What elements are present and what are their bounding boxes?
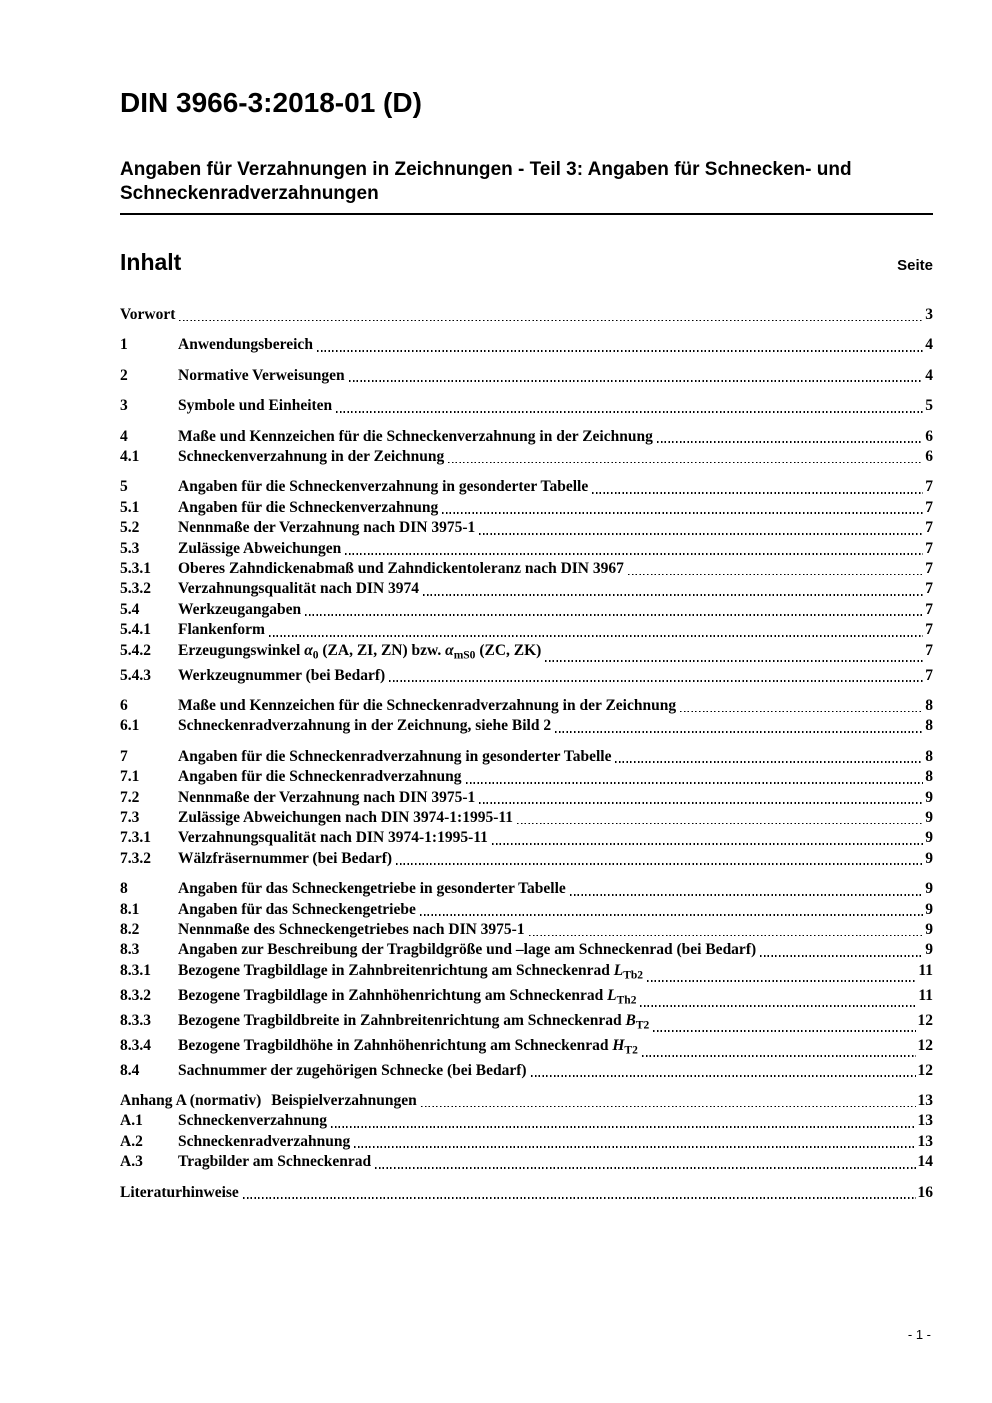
- toc-dot-leader: [653, 1030, 915, 1032]
- toc-dot-leader: [570, 894, 923, 896]
- toc-dot-leader: [243, 1197, 916, 1199]
- toc-entry-title: [178, 1111, 327, 1131]
- toc-entry-number: A.3: [120, 1153, 143, 1171]
- toc-title-segment: L: [607, 986, 617, 1004]
- toc-entry-number: 5.4.1: [120, 621, 151, 639]
- toc-entry-number: 5.3.1: [120, 560, 151, 578]
- toc-entry-title: [178, 767, 462, 787]
- toc-entry-title: [178, 335, 313, 355]
- toc-row: [120, 641, 933, 666]
- toc-dot-leader: [269, 635, 923, 637]
- toc-title-segment: Tb2: [623, 969, 644, 982]
- toc-entry-page: 7: [925, 478, 933, 496]
- toc-title-segment: Maße und Kennzeichen für die Schneckenverzahnung in der Zeichnung: [178, 427, 653, 445]
- toc-entry-title: [178, 716, 551, 736]
- toc-entry-page: 5: [925, 397, 933, 415]
- toc-dot-leader: [531, 1075, 916, 1077]
- toc-title-segment: Th2: [616, 994, 637, 1007]
- toc-entry-title: [178, 1132, 350, 1152]
- toc-title-segment: Oberes Zahndickenabmaß und Zahndickentoleranz nach DIN 3967: [178, 560, 624, 578]
- toc-entry-number: 4.1: [120, 448, 140, 466]
- toc-entry-page: 4: [925, 366, 933, 384]
- toc-title-segment: α: [445, 641, 454, 659]
- toc-title-segment: Bezogene Tragbildlage in Zahnbreitenrichtung am Schneckenrad: [178, 961, 614, 979]
- toc-entry-number: 8.4: [120, 1061, 140, 1079]
- toc-dot-leader: [680, 711, 923, 713]
- toc-entry-page: 7: [925, 519, 933, 537]
- toc-dot-leader: [179, 320, 923, 322]
- toc-entry-title: [178, 986, 636, 1011]
- toc-dot-leader: [760, 955, 923, 957]
- toc-row: [120, 1036, 933, 1061]
- toc-entry-title: [178, 849, 392, 869]
- toc-entry-title: [178, 961, 643, 986]
- toc-title-segment: Symbole und Einheiten: [178, 397, 333, 415]
- toc-entry-page: 7: [925, 641, 933, 659]
- toc-entry-number: 6: [120, 697, 128, 714]
- toc-entry-number: 5.4.2: [120, 641, 151, 659]
- toc-row: [120, 1011, 933, 1036]
- toc-entry-title: [178, 940, 756, 960]
- toc-entry-title: [178, 747, 611, 767]
- toc-entry-number: 3: [120, 397, 128, 415]
- toc-dot-leader: [657, 441, 923, 443]
- toc-row: [120, 849, 933, 869]
- toc-row: [120, 518, 933, 538]
- toc-entry-title: [178, 559, 624, 579]
- toc-row: [120, 808, 933, 828]
- toc-row: [120, 396, 933, 416]
- toc-title-segment: Maße und Kennzeichen für die Schneckenradverzahnung in der Zeichnung: [178, 697, 677, 714]
- toc-entry-title: [178, 788, 475, 808]
- toc-entry-number: 8.3.2: [120, 986, 151, 1004]
- toc-title-segment: Angaben für die Schneckenradverzahnung: [178, 768, 462, 786]
- toc-entry-number: A.1: [120, 1112, 143, 1130]
- toc-entry-title: [178, 427, 653, 447]
- toc-title-segment: α: [304, 641, 313, 659]
- toc-dot-leader: [389, 680, 923, 682]
- toc-row: [120, 427, 933, 447]
- toc-entry-page: 12: [917, 1061, 933, 1079]
- toc-row: [120, 1183, 933, 1203]
- toc-row: [120, 696, 933, 716]
- toc-entry-number: 7.1: [120, 768, 140, 786]
- toc-entry-number: A.2: [120, 1132, 143, 1150]
- toc-dot-leader: [448, 462, 923, 464]
- toc-title-segment: Schneckenverzahnung: [178, 1112, 327, 1130]
- toc-entry-title: [178, 828, 488, 848]
- toc-entry-number: 5.4.3: [120, 666, 151, 684]
- toc-dot-leader: [466, 782, 924, 784]
- toc-dot-leader: [336, 411, 923, 413]
- toc-entry-page: 8: [925, 697, 933, 714]
- toc-entry-page: 7: [925, 580, 933, 598]
- toc-entry-title: [178, 600, 301, 620]
- toc-dot-leader: [592, 492, 923, 494]
- toc-entry-title: [178, 666, 385, 686]
- toc-dot-leader: [640, 1005, 916, 1007]
- toc-entry-number: 7: [120, 747, 128, 765]
- toc-title-segment: Schneckenradverzahnung in der Zeichnung, siehe Bild 2: [178, 717, 552, 735]
- toc-entry-page: 11: [918, 961, 933, 979]
- toc-entry-title: [178, 620, 265, 640]
- toc-dot-leader: [420, 914, 923, 916]
- toc-title-segment: Werkzeugnummer (bei Bedarf): [178, 666, 386, 684]
- toc-title-segment: (ZC, ZK): [475, 641, 542, 659]
- toc-row: [120, 828, 933, 848]
- toc-entry-page: 9: [925, 788, 933, 806]
- toc-entry-number: 8.2: [120, 921, 140, 939]
- toc-entry-page: 7: [925, 621, 933, 639]
- toc-entry-number: 8.3.1: [120, 961, 151, 979]
- table-of-contents: [120, 305, 933, 1203]
- toc-entry-page: 13: [917, 1091, 933, 1109]
- toc-entry-title: [178, 366, 345, 386]
- toc-title-segment: T2: [624, 1044, 638, 1057]
- toc-entry-number: 7.3.2: [120, 849, 151, 867]
- toc-dot-leader: [529, 935, 924, 937]
- toc-entry-title: [178, 1152, 371, 1172]
- toc-row: [120, 579, 933, 599]
- toc-title-segment: Angaben für das Schneckengetriebe in gesonderter Tabelle: [178, 880, 566, 898]
- toc-entry-number: 5.1: [120, 498, 140, 516]
- toc-title-segment: Angaben für die Schneckenverzahnung: [178, 498, 439, 516]
- toc-dot-leader: [345, 553, 923, 555]
- toc-dot-leader: [545, 660, 923, 662]
- toc-entry-number: 6.1: [120, 717, 140, 735]
- toc-title-segment: Normative Verweisungen: [178, 366, 345, 384]
- toc-entry-title: [178, 579, 419, 599]
- toc-dot-leader: [442, 512, 923, 514]
- toc-entry-page: 13: [917, 1132, 933, 1150]
- toc-title-segment: Schneckenverzahnung in der Zeichnung: [178, 448, 445, 466]
- toc-entry-page: 13: [917, 1112, 933, 1130]
- document-subtitle: Angaben für Verzahnungen in Zeichnungen - Teil 3: Angaben für Schnecken- und Schneckenradverzahnungen: [120, 158, 933, 215]
- toc-row: [120, 305, 933, 325]
- toc-entry-title: [120, 1091, 417, 1111]
- toc-title-segment: T2: [635, 1019, 650, 1032]
- toc-row: [120, 335, 933, 355]
- toc-entry-page: 7: [925, 539, 933, 557]
- toc-entry-page: 6: [925, 448, 933, 466]
- toc-entry-page: 11: [918, 986, 933, 1004]
- toc-row: [120, 767, 933, 787]
- toc-entry-number: 7.3.1: [120, 829, 151, 847]
- toc-title-segment: Verzahnungsqualität nach DIN 3974: [178, 580, 420, 598]
- toc-entry-page: 9: [925, 829, 933, 847]
- toc-row: [120, 1061, 933, 1081]
- toc-title-segment: Vorwort: [120, 306, 176, 323]
- toc-dot-leader: [615, 761, 923, 763]
- toc-title-segment: Anhang A (normativ): [120, 1091, 262, 1109]
- toc-entry-page: 9: [925, 880, 933, 898]
- toc-row: [120, 559, 933, 579]
- toc-dot-leader: [647, 980, 916, 982]
- toc-entry-page: 9: [925, 921, 933, 939]
- toc-dot-leader: [331, 1126, 916, 1128]
- toc-row: [120, 600, 933, 620]
- toc-entry-title: [178, 920, 525, 940]
- toc-row: [120, 666, 933, 686]
- toc-title-segment: Bezogene Tragbildhöhe in Zahnhöhenrichtung am Schneckenrad: [178, 1036, 613, 1054]
- toc-row: [120, 788, 933, 808]
- toc-entry-title: [178, 396, 332, 416]
- toc-title-segment: Erzeugungswinkel: [178, 641, 305, 659]
- toc-row: [120, 447, 933, 467]
- contents-heading: Inhalt: [120, 249, 182, 275]
- toc-row: [120, 940, 933, 960]
- toc-row: [120, 920, 933, 940]
- toc-dot-leader: [479, 533, 923, 535]
- toc-title-segment: Zulässige Abweichungen nach DIN 3974-1:1995-11: [178, 809, 514, 827]
- toc-entry-page: 8: [925, 747, 933, 765]
- toc-dot-leader: [628, 574, 923, 576]
- toc-title-segment: Flankenform: [178, 621, 265, 639]
- toc-row: [120, 716, 933, 736]
- toc-entry-page: 12: [917, 1011, 933, 1029]
- toc-dot-leader: [517, 823, 923, 825]
- toc-dot-leader: [492, 843, 923, 845]
- toc-title-segment: Wälzfräsernummer (bei Bedarf): [178, 849, 393, 867]
- toc-entry-number: 5.3: [120, 539, 140, 557]
- toc-row: [120, 498, 933, 518]
- toc-title-segment: Verzahnungsqualität nach DIN 3974-1:1995-11: [178, 829, 488, 847]
- toc-entry-title: [178, 539, 341, 559]
- toc-entry-page: 8: [925, 717, 933, 735]
- toc-entry-title: [120, 305, 175, 325]
- toc-entry-title: [178, 900, 416, 920]
- toc-entry-number: 7.2: [120, 788, 140, 806]
- toc-entry-page: 6: [925, 427, 933, 445]
- toc-title-segment: H: [612, 1036, 625, 1054]
- toc-entry-page: 7: [925, 600, 933, 618]
- toc-title-segment: Nennmaße der Verzahnung nach DIN 3975-1: [178, 519, 476, 537]
- toc-row: [120, 879, 933, 899]
- toc-row: [120, 961, 933, 986]
- toc-entry-page: 12: [917, 1036, 933, 1054]
- toc-entry-title: [178, 1011, 649, 1036]
- toc-title-segment: (ZA, ZI, ZN) bzw.: [318, 641, 446, 659]
- toc-title-segment: Angaben für das Schneckengetriebe: [178, 900, 416, 918]
- toc-row: [120, 477, 933, 497]
- toc-title-segment: Beispielverzahnungen: [271, 1091, 417, 1109]
- toc-entry-title: [178, 477, 588, 497]
- toc-row: [120, 366, 933, 386]
- toc-entry-title: [178, 1036, 638, 1061]
- toc-entry-number: 5.3.2: [120, 580, 151, 598]
- toc-entry-page: 9: [925, 849, 933, 867]
- toc-dot-leader: [555, 731, 923, 733]
- toc-dot-leader: [479, 802, 923, 804]
- toc-title-segment: Nennmaße des Schneckengetriebes nach DIN 3975-1: [178, 921, 525, 939]
- toc-entry-title: [178, 447, 444, 467]
- toc-title-segment: Schneckenradverzahnung: [178, 1132, 351, 1150]
- toc-title-segment: Angaben zur Beschreibung der Tragbildgröße und –lage am Schneckenrad (bei Bedarf): [178, 941, 757, 959]
- toc-title-segment: Werkzeugangaben: [178, 600, 302, 618]
- toc-entry-page: 7: [925, 666, 933, 684]
- toc-entry-title: [178, 518, 475, 538]
- toc-entry-number: 8: [120, 880, 128, 898]
- toc-row: [120, 539, 933, 559]
- page-column-label: Seite: [897, 257, 933, 274]
- toc-row: [120, 900, 933, 920]
- toc-entry-title: [178, 498, 438, 518]
- toc-dot-leader: [421, 1106, 916, 1108]
- toc-entry-page: 7: [925, 498, 933, 516]
- contents-header-row: [120, 249, 933, 275]
- toc-row: [120, 1152, 933, 1172]
- toc-title-segment: 0: [312, 649, 319, 662]
- toc-dot-leader: [305, 614, 923, 616]
- toc-title-segment: L: [613, 961, 624, 979]
- toc-entry-title: [178, 808, 513, 828]
- toc-row: [120, 747, 933, 767]
- toc-row: [120, 1111, 933, 1131]
- toc-dot-leader: [642, 1055, 916, 1057]
- toc-entry-number: 8.3.3: [120, 1011, 151, 1029]
- toc-entry-page: 9: [925, 809, 933, 827]
- toc-entry-page: 14: [917, 1153, 933, 1171]
- document-id-title: DIN 3966-3:2018-01 (D): [120, 87, 422, 118]
- toc-row: [120, 1132, 933, 1152]
- toc-row: [120, 986, 933, 1011]
- toc-entry-number: 8.3.4: [120, 1036, 151, 1054]
- toc-entry-number: 8.3: [120, 941, 140, 959]
- toc-entry-number: 1: [120, 336, 128, 354]
- toc-title-segment: Tragbilder am Schneckenrad: [178, 1153, 372, 1171]
- toc-title-segment: Nennmaße der Verzahnung nach DIN 3975-1: [178, 788, 476, 806]
- toc-dot-leader: [396, 863, 923, 865]
- toc-row: [120, 620, 933, 640]
- toc-entry-page: 7: [925, 560, 933, 578]
- toc-entry-page: 9: [925, 941, 933, 959]
- toc-title-segment: Angaben für die Schneckenradverzahnung in gesonderter Tabelle: [178, 747, 612, 765]
- toc-title-segment: Bezogene Tragbildlage in Zahnhöhenrichtung am Schneckenrad: [178, 986, 608, 1004]
- toc-entry-title: [178, 1061, 527, 1081]
- toc-title-segment: Zulässige Abweichungen: [178, 539, 342, 557]
- toc-entry-title: [178, 879, 566, 899]
- toc-title-segment: Bezogene Tragbildbreite in Zahnbreitenrichtung am Schneckenrad: [178, 1011, 626, 1029]
- toc-entry-title: [178, 641, 541, 666]
- toc-entry-number: 2: [120, 366, 128, 384]
- toc-entry-page: 9: [925, 900, 933, 918]
- toc-entry-page: 8: [925, 768, 933, 786]
- toc-entry-title: [178, 696, 676, 716]
- toc-entry-number: 5.4: [120, 600, 140, 618]
- toc-entry-page: 16: [917, 1183, 933, 1201]
- toc-dot-leader: [423, 594, 923, 596]
- toc-entry-number: 5.2: [120, 519, 140, 537]
- toc-dot-leader: [317, 350, 923, 352]
- document-page: [120, 0, 933, 1203]
- toc-entry-number: 8.1: [120, 900, 140, 918]
- toc-title-segment: Anwendungsbereich: [178, 336, 313, 354]
- toc-entry-page: 3: [925, 306, 933, 323]
- footer-page-number: - 1 -: [907, 1327, 931, 1342]
- toc-dot-leader: [375, 1167, 915, 1169]
- toc-dot-leader: [354, 1146, 915, 1148]
- toc-title-segment: B: [625, 1011, 636, 1029]
- toc-entry-number: 5: [120, 478, 128, 496]
- toc-row: [120, 1091, 933, 1111]
- toc-entry-number: 7.3: [120, 809, 140, 827]
- toc-title-segment: Sachnummer der zugehörigen Schnecke (bei Bedarf): [178, 1061, 527, 1079]
- toc-title-segment: mS0: [453, 649, 476, 662]
- toc-entry-title: [120, 1183, 239, 1203]
- toc-title-segment: Angaben für die Schneckenverzahnung in gesonderter Tabelle: [178, 478, 589, 496]
- toc-dot-leader: [349, 380, 924, 382]
- toc-entry-number: 4: [120, 427, 128, 445]
- toc-entry-page: 4: [925, 336, 933, 354]
- toc-title-segment: Literaturhinweise: [120, 1183, 239, 1201]
